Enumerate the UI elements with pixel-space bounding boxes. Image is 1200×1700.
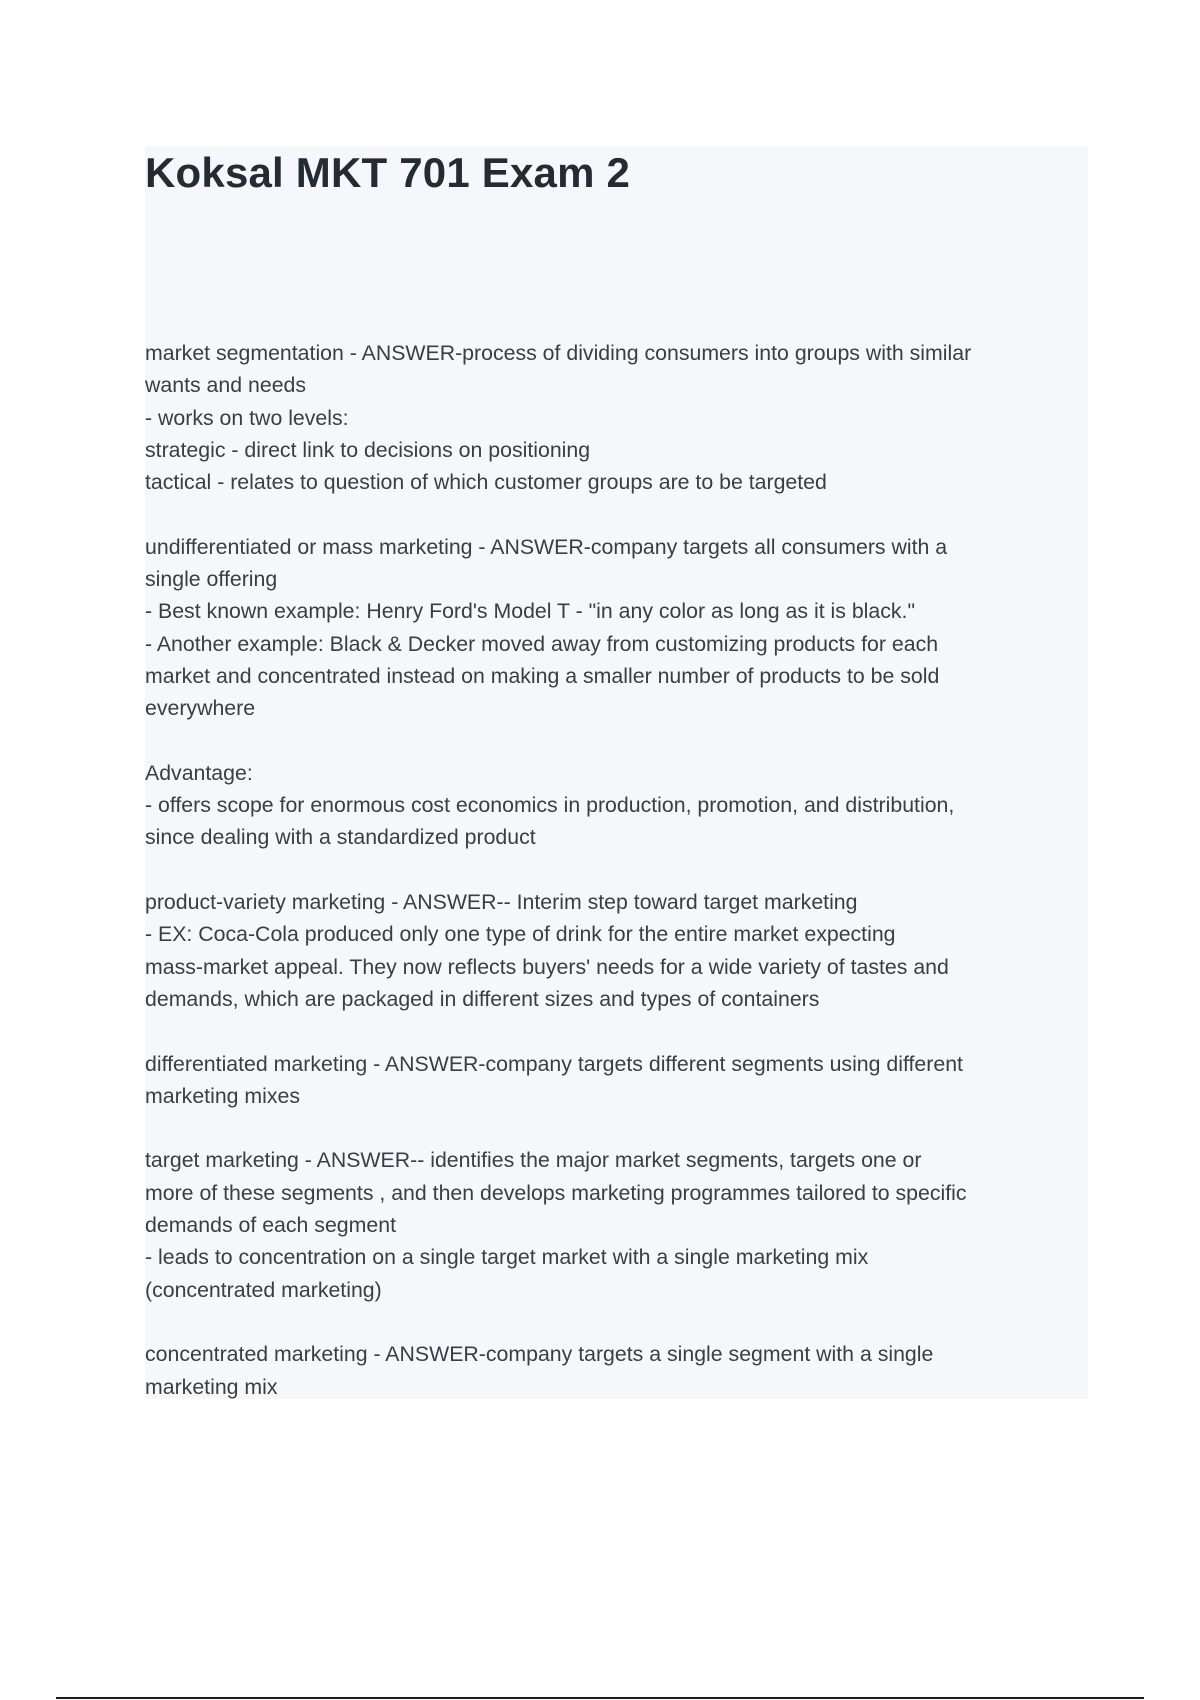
- text-line: product-variety marketing - ANSWER-- Interim step toward target marketing: [145, 890, 858, 915]
- text-line: (concentrated marketing): [145, 1277, 382, 1302]
- paragraph-gap: [145, 1015, 1095, 1047]
- paragraph-gap: [145, 854, 1095, 886]
- text-line: marketing mix: [145, 1374, 278, 1399]
- text-line: - Another example: Black & Decker moved away from customizing products for each: [145, 631, 939, 656]
- text-line: wants and needs: [145, 373, 307, 398]
- entry-undifferentiated-marketing: [145, 531, 1095, 725]
- text-line: market segmentation - ANSWER-process of dividing consumers into groups with similar: [145, 341, 972, 365]
- entry-concentrated-marketing: [145, 1338, 1095, 1403]
- text-line: differentiated marketing - ANSWER-company targets different segments using different: [145, 1051, 963, 1076]
- text-line: - Best known example: Henry Ford's Model T - "in any color as long as it is black.": [145, 599, 916, 624]
- text-line: target marketing - ANSWER-- identifies the major market segments, targets one or: [145, 1148, 922, 1173]
- entry-advantage: [145, 757, 1095, 854]
- text-line: demands of each segment: [145, 1213, 396, 1238]
- text-line: since dealing with a standardized product: [145, 825, 536, 850]
- text-line: tactical - relates to question of which customer groups are to be targeted: [145, 470, 827, 495]
- page-title: Koksal MKT 701 Exam 2: [145, 149, 631, 196]
- text-line: strategic - direct link to decisions on positioning: [145, 437, 591, 462]
- text-line: everywhere: [145, 696, 256, 721]
- footer-divider: [56, 1697, 1144, 1699]
- text-line: marketing mixes: [145, 1083, 301, 1108]
- entry-target-marketing: [145, 1144, 1095, 1305]
- entry-market-segmentation: [145, 337, 1095, 498]
- paragraph-gap: [145, 1112, 1095, 1144]
- text-line: single offering: [145, 567, 278, 592]
- text-line: more of these segments , and then develops marketing programmes tailored to specific: [145, 1180, 967, 1205]
- text-line: - leads to concentration on a single target market with a single marketing mix: [145, 1245, 869, 1270]
- paragraph-gap: [145, 498, 1095, 530]
- entry-differentiated-marketing: [145, 1048, 1095, 1113]
- entry-product-variety-marketing: [145, 886, 1095, 1015]
- text-line: Advantage:: [145, 760, 253, 785]
- text-line: undifferentiated or mass marketing - ANSWER-company targets all consumers with a: [145, 534, 948, 559]
- text-line: - EX: Coca-Cola produced only one type of drink for the entire market expecting: [145, 922, 896, 947]
- document-body: [145, 337, 1095, 1403]
- paragraph-gap: [145, 1306, 1095, 1338]
- text-line: - offers scope for enormous cost economics in production, promotion, and distribution,: [145, 793, 955, 818]
- text-line: market and concentrated instead on making a smaller number of products to be sold: [145, 663, 940, 688]
- text-line: concentrated marketing - ANSWER-company targets a single segment with a single: [145, 1342, 934, 1367]
- text-line: - works on two levels:: [145, 405, 349, 430]
- text-line: mass-market appeal. They now reflects buyers' needs for a wide variety of tastes and: [145, 954, 949, 979]
- paragraph-gap: [145, 725, 1095, 757]
- text-line: demands, which are packaged in different sizes and types of containers: [145, 986, 820, 1011]
